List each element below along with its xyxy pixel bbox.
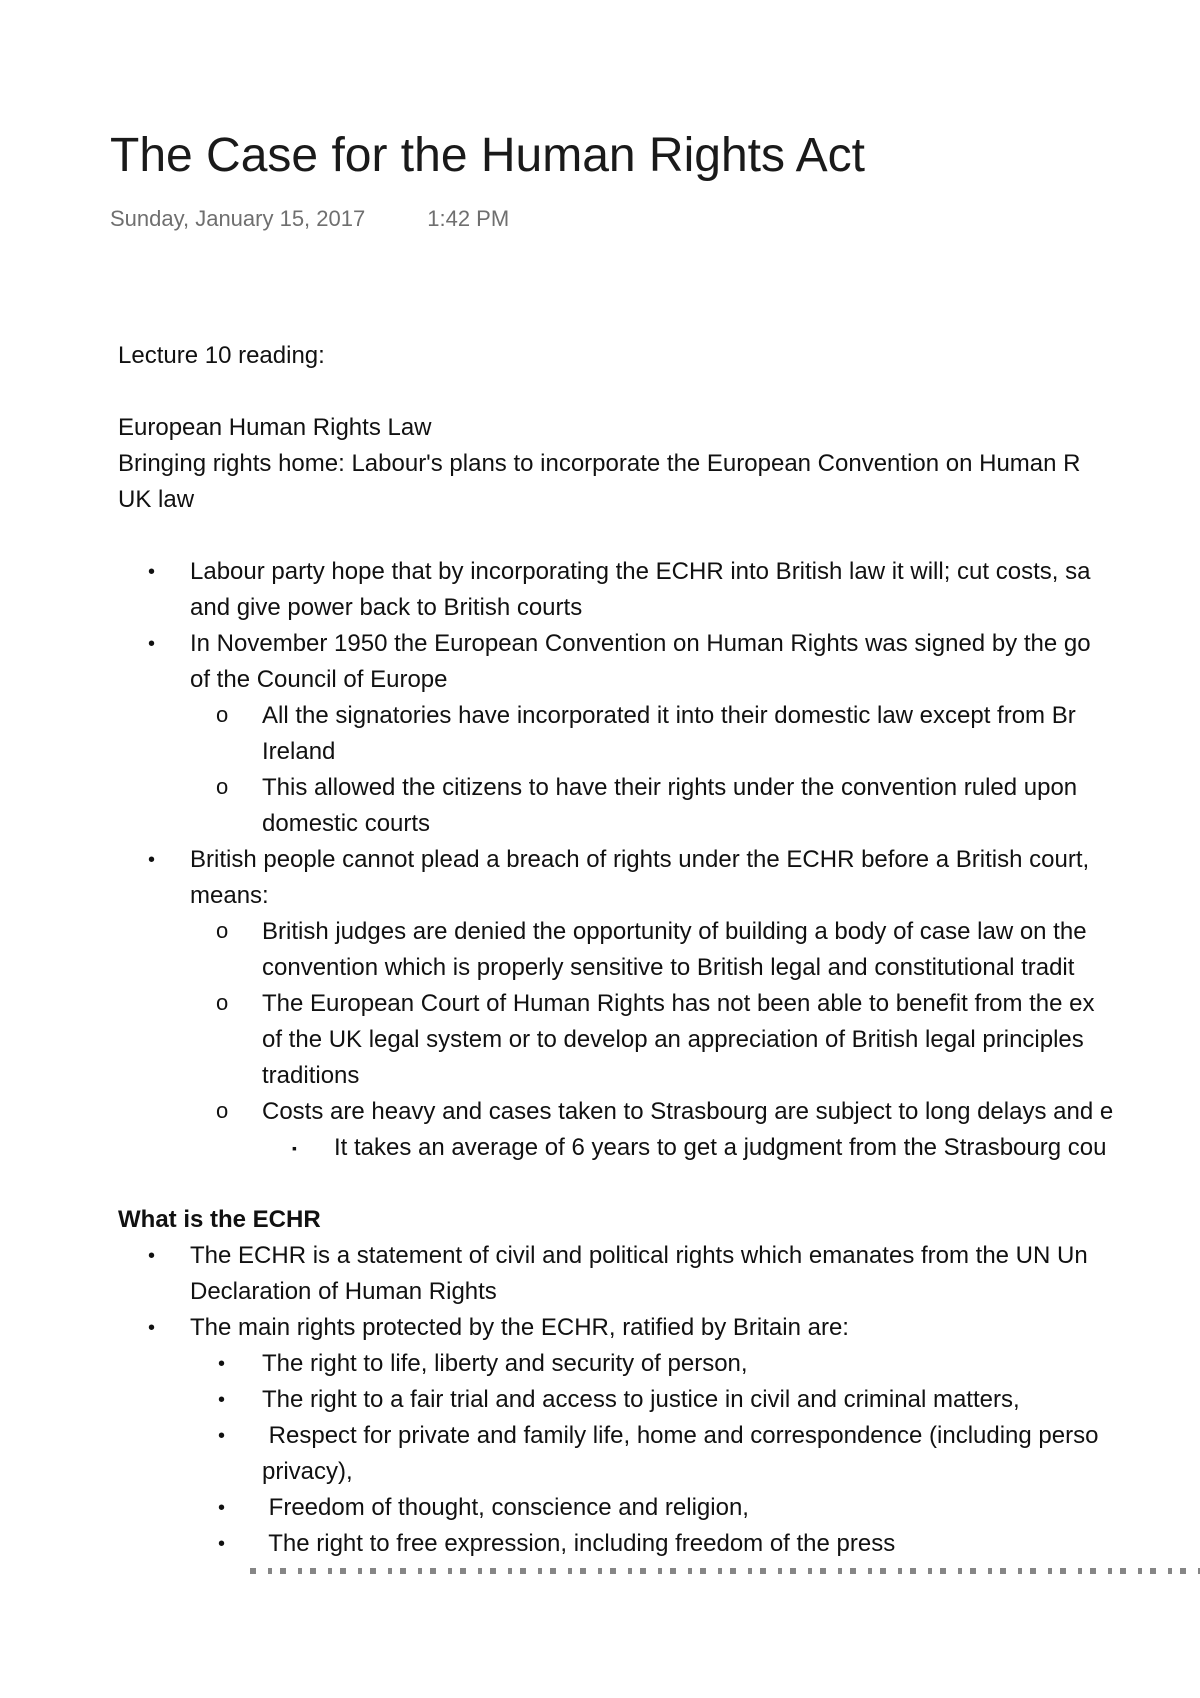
list-item-text: The right to life, liberty and security of person, xyxy=(262,1350,748,1377)
list-item-text: British judges are denied the opportunity of building a body of case law on the xyxy=(262,918,1087,945)
list-item xyxy=(118,1238,1200,1310)
list-item xyxy=(118,842,1200,1166)
list-item-text: Ireland xyxy=(262,738,336,765)
list-item-text: The right to free expression, including freedom of the press xyxy=(262,1530,896,1557)
sub-list-item xyxy=(190,986,1200,1094)
reading-bullet-list xyxy=(118,554,1200,1166)
sub-list-item xyxy=(190,1094,1200,1166)
page-time: 1:42 PM xyxy=(427,206,510,231)
rights-list-item xyxy=(190,1418,1200,1490)
list-item-text: of the Council of Europe xyxy=(190,666,448,693)
bullet-marker: • xyxy=(218,1389,226,1411)
sub-list xyxy=(190,698,1200,842)
circle-marker: o xyxy=(216,1098,229,1123)
bullet-marker: • xyxy=(218,1533,226,1555)
list-item-text: privacy), xyxy=(262,1458,353,1485)
list-item-text: All the signatories have incorporated it into their domestic law except from Br xyxy=(262,702,1076,729)
list-item-text: Respect for private and family life, home and correspondence (including perso xyxy=(262,1422,1099,1449)
sub-list-item xyxy=(190,770,1200,842)
list-item-text: domestic courts xyxy=(262,810,431,837)
list-item-text: Labour party hope that by incorporating the ECHR into British law it will; cut costs, sa xyxy=(190,558,1091,585)
list-item-text: Costs are heavy and cases taken to Strasbourg are subject to long delays and e xyxy=(262,1098,1114,1125)
list-item-text: The ECHR is a statement of civil and political rights which emanates from the UN Un xyxy=(190,1242,1088,1269)
list-item-text: British people cannot plead a breach of rights under the ECHR before a British court, xyxy=(190,846,1090,873)
bullet-marker: • xyxy=(148,849,156,871)
lecture-label: Lecture 10 reading: xyxy=(118,342,325,369)
sub-list-item xyxy=(190,698,1200,770)
square-marker: ▪ xyxy=(292,1140,297,1156)
echr-bullet-list xyxy=(118,1238,1200,1562)
list-item-text: This allowed the citizens to have their rights under the convention ruled upon xyxy=(262,774,1078,801)
rights-list-item xyxy=(190,1382,1200,1418)
page-date: Sunday, January 15, 2017 xyxy=(110,206,366,231)
bullet-marker: • xyxy=(148,1317,156,1339)
page-title: The Case for the Human Rights Act xyxy=(110,129,866,182)
rights-list xyxy=(190,1346,1200,1562)
list-item-text: In November 1950 the European Convention on Human Rights was signed by the go xyxy=(190,630,1091,657)
rights-list-item xyxy=(190,1526,1200,1562)
section-heading: What is the ECHR xyxy=(118,1206,321,1233)
list-item-text: convention which is properly sensitive to British legal and constitutional tradit xyxy=(262,954,1075,981)
sub-sub-list xyxy=(262,1130,1200,1166)
list-item-text: The right to a fair trial and access to justice in civil and criminal matters, xyxy=(262,1386,1020,1413)
list-item-text: The European Court of Human Rights has not been able to benefit from the ex xyxy=(262,990,1095,1017)
list-item-text: and give power back to British courts xyxy=(190,594,583,621)
bullet-marker: • xyxy=(218,1353,226,1375)
rights-list-item xyxy=(190,1346,1200,1382)
list-item xyxy=(118,554,1200,626)
article-title-line-2: UK law xyxy=(118,486,195,513)
list-item-text: The main rights protected by the ECHR, ratified by Britain are: xyxy=(190,1314,849,1341)
list-item-text: Declaration of Human Rights xyxy=(190,1278,497,1305)
article-title-line-1: Bringing rights home: Labour's plans to incorporate the European Convention on Human R xyxy=(118,450,1081,477)
list-item-text: It takes an average of 6 years to get a judgment from the Strasbourg cou xyxy=(334,1134,1107,1161)
page-date-time xyxy=(110,206,509,232)
bullet-marker: • xyxy=(148,1245,156,1267)
list-item-text: traditions xyxy=(262,1062,360,1089)
sub-sub-list-item xyxy=(262,1130,1200,1166)
circle-marker: o xyxy=(216,702,229,727)
bullet-marker: • xyxy=(218,1497,226,1519)
rights-list-item xyxy=(190,1490,1200,1526)
circle-marker: o xyxy=(216,774,229,799)
bullet-marker: • xyxy=(218,1425,226,1447)
note-body xyxy=(118,338,1200,1562)
list-item xyxy=(118,626,1200,842)
list-item xyxy=(118,1310,1200,1562)
list-item-text: of the UK legal system or to develop an appreciation of British legal principles xyxy=(262,1026,1084,1053)
list-item-text: means: xyxy=(190,882,269,909)
sub-list xyxy=(190,914,1200,1166)
circle-marker: o xyxy=(216,990,229,1015)
bullet-marker: • xyxy=(148,561,156,583)
bullet-marker: • xyxy=(148,633,156,655)
list-item-text: Freedom of thought, conscience and religion, xyxy=(262,1494,749,1521)
subject-line: European Human Rights Law xyxy=(118,414,432,441)
circle-marker: o xyxy=(216,918,229,943)
clipped-text-line xyxy=(250,1568,1200,1574)
sub-list-item xyxy=(190,914,1200,986)
